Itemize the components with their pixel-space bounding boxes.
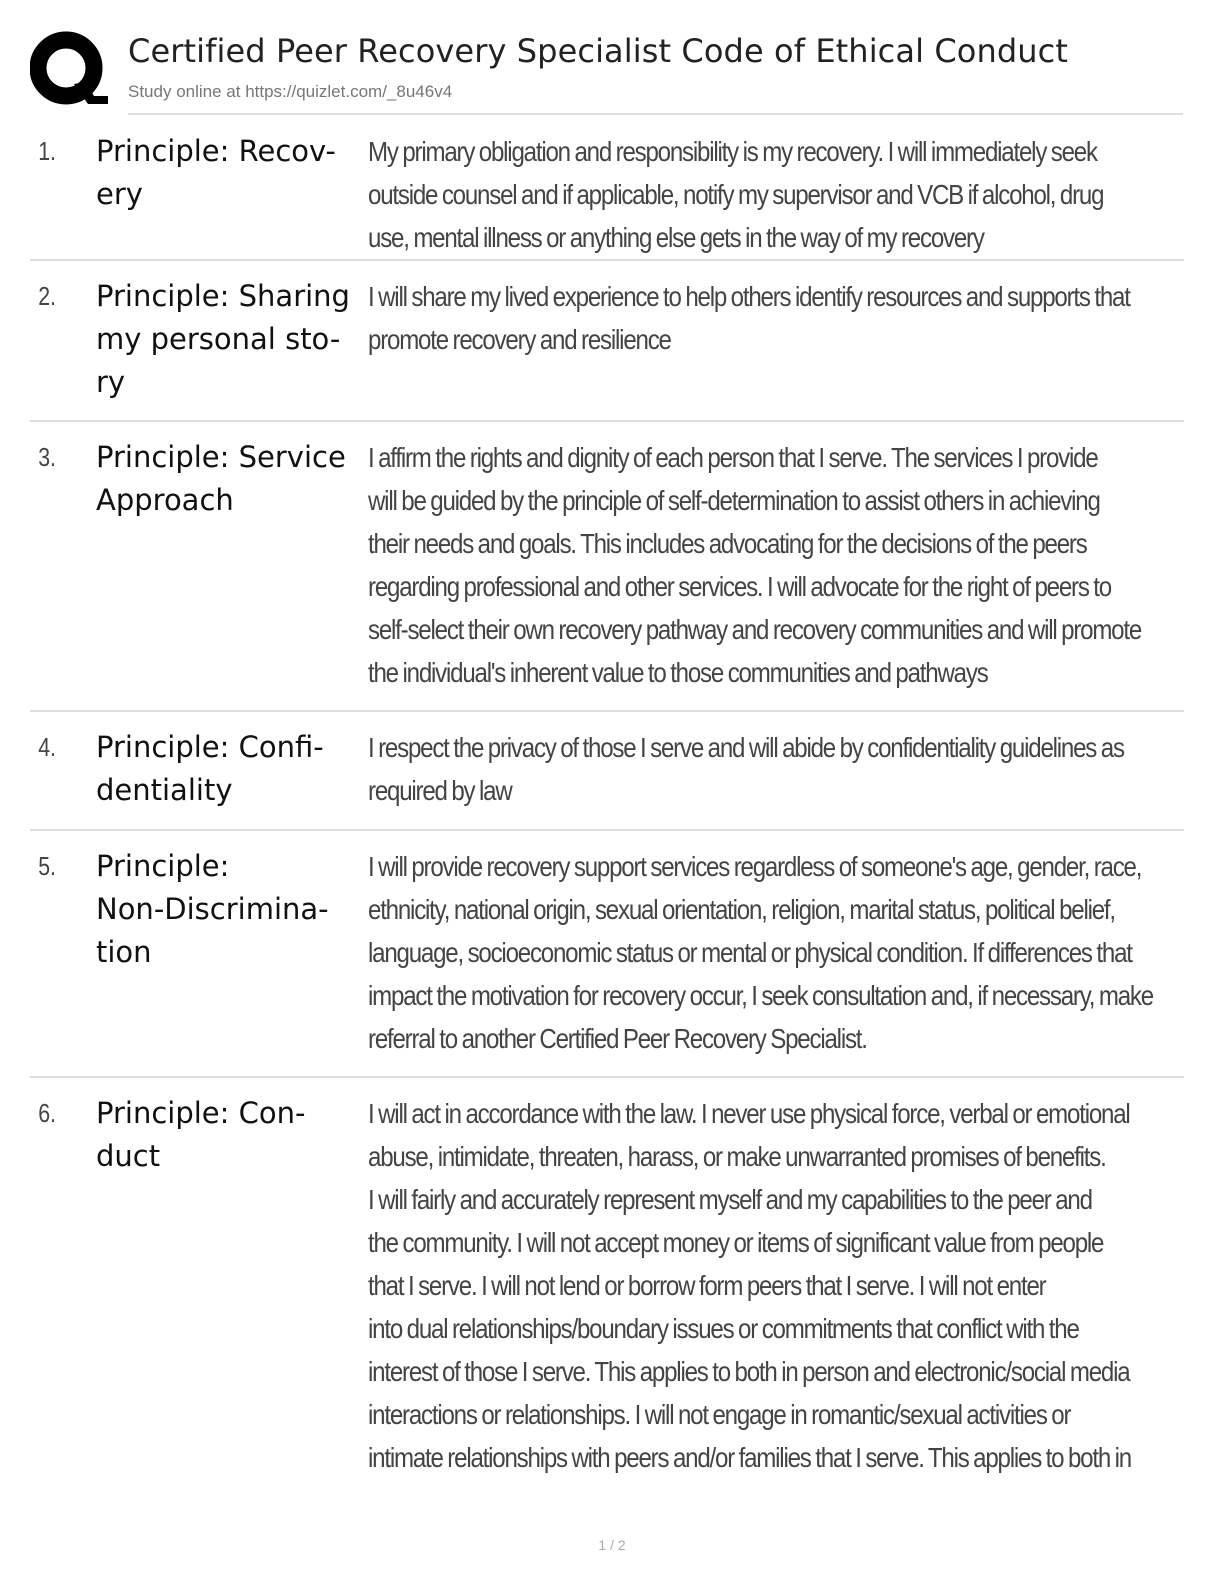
flashcard-row xyxy=(30,116,1184,261)
term-line: ry xyxy=(96,365,126,399)
definition-line: the individual's inherent value to those communities and pathways xyxy=(368,657,988,688)
definition-line: I will share my lived experience to help others identify resources and supports that xyxy=(368,281,1130,312)
term-line: Principle: Sharing xyxy=(96,279,350,313)
card-term xyxy=(96,130,368,259)
term-line: Non-Discrimina- xyxy=(96,892,329,926)
definition-line: interest of those I serve. This applies to both in person and electronic/social media xyxy=(368,1356,1130,1387)
definition-line: I will provide recovery support services regardless of someone's age, gender, race, xyxy=(368,851,1142,882)
card-term xyxy=(96,275,368,420)
card-definition xyxy=(368,726,1224,829)
card-definition xyxy=(368,436,1224,710)
definition-line: outside counsel and if applicable, notify my supervisor and VCB if alcohol, drug xyxy=(368,179,1104,210)
card-definition xyxy=(368,275,1224,420)
definition-line: required by law xyxy=(368,775,512,806)
quizlet-logo-icon xyxy=(30,30,110,110)
definition-line: language, socioeconomic status or mental or physical condition. If differences that xyxy=(368,937,1132,968)
flashcard-list xyxy=(30,116,1184,1518)
document-header xyxy=(30,26,1190,116)
card-number: 5. xyxy=(38,851,56,881)
header-divider xyxy=(128,113,1183,115)
card-number: 3. xyxy=(38,442,56,472)
card-term xyxy=(96,1092,368,1518)
definition-line: the community. I will not accept money or items of significant value from people xyxy=(368,1227,1104,1258)
flashcard-row xyxy=(30,422,1184,712)
definition-line: promote recovery and resilience xyxy=(368,324,671,355)
page-number: 1 / 2 xyxy=(598,1537,626,1553)
card-number: 6. xyxy=(38,1098,56,1128)
term-line: my personal sto- xyxy=(96,322,341,356)
definition-line: I will act in accordance with the law. I never use physical force, verbal or emotional xyxy=(368,1098,1130,1129)
term-line: Principle: xyxy=(96,849,230,883)
term-line: Principle: Service xyxy=(96,440,346,474)
term-line: Approach xyxy=(96,483,234,517)
definition-line: I will fairly and accurately represent myself and my capabilities to the peer and xyxy=(368,1184,1092,1215)
definition-line: abuse, intimidate, threaten, harass, or make unwarranted promises of benefits. xyxy=(368,1141,1106,1172)
definition-line: impact the motivation for recovery occur, I seek consultation and, if necessary, make xyxy=(368,980,1153,1011)
definition-line: My primary obligation and responsibility is my recovery. I will immediately seek xyxy=(368,136,1097,167)
term-line: tion xyxy=(96,935,152,969)
card-term xyxy=(96,436,368,710)
term-line: Principle: Con- xyxy=(96,1096,306,1130)
card-number: 4. xyxy=(38,732,56,762)
term-line: duct xyxy=(96,1139,161,1173)
definition-line: self-select their own recovery pathway and recovery communities and will promote xyxy=(368,614,1142,645)
card-definition xyxy=(368,1092,1224,1518)
flashcard-row xyxy=(30,1078,1184,1518)
definition-line: into dual relationships/boundary issues or commitments that conflict with the xyxy=(368,1313,1079,1344)
definition-line: ethnicity, national origin, sexual orientation, religion, marital status, political belief, xyxy=(368,894,1115,925)
card-definition xyxy=(368,130,1223,259)
definition-line: that I serve. I will not lend or borrow form peers that I serve. I will not enter xyxy=(368,1270,1046,1301)
definition-line: their needs and goals. This includes advocating for the decisions of the peers xyxy=(368,528,1087,559)
card-term xyxy=(96,845,368,1076)
card-number: 1. xyxy=(38,136,56,166)
definition-line: intimate relationships with peers and/or families that I serve. This applies to both in xyxy=(368,1442,1131,1473)
card-term xyxy=(96,726,368,829)
definition-line: interactions or relationships. I will not engage in romantic/sexual activities or xyxy=(368,1399,1071,1430)
flashcard-row xyxy=(30,831,1184,1078)
definition-line: I respect the privacy of those I serve and will abide by confidentiality guidelines as xyxy=(368,732,1124,763)
term-line: ery xyxy=(96,177,143,211)
term-line: Principle: Recov- xyxy=(96,134,336,168)
study-online-link[interactable]: Study online at https://quizlet.com/_8u46v4 xyxy=(128,82,453,101)
page-title: Certified Peer Recovery Specialist Code of Ethical Conduct xyxy=(128,32,1068,70)
definition-line: will be guided by the principle of self-determination to assist others in achieving xyxy=(368,485,1100,516)
term-line: Principle: Confi- xyxy=(96,730,324,764)
definition-line: referral to another Certified Peer Recovery Specialist. xyxy=(368,1023,867,1054)
flashcard-row xyxy=(30,261,1184,422)
definition-line: use, mental illness or anything else gets in the way of my recovery xyxy=(368,222,984,253)
flashcard-row xyxy=(30,712,1184,831)
card-definition xyxy=(368,845,1224,1076)
definition-line: regarding professional and other services. I will advocate for the right of peers to xyxy=(368,571,1111,602)
definition-line: I affirm the rights and dignity of each person that I serve. The services I provide xyxy=(368,442,1098,473)
term-line: dentiality xyxy=(96,773,233,807)
card-number: 2. xyxy=(38,281,56,311)
